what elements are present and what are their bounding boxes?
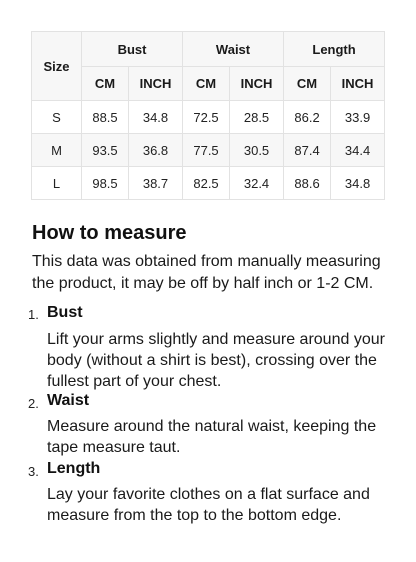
table-cell: 88.5 [82, 101, 129, 134]
step-title-bust: Bust [47, 304, 83, 321]
measure-intro-text: This data was obtained from manually measuring the product, it may be off by half inch or 1-2 CM. [32, 253, 381, 292]
table-cell: 88.6 [284, 167, 331, 200]
table-row [32, 101, 385, 134]
table-cell: 98.5 [82, 167, 129, 200]
table-cell: 86.2 [284, 101, 331, 134]
unit-header: CM [284, 67, 331, 101]
table-cell: 93.5 [82, 134, 129, 167]
step-description-bust: Lift your arms slightly and measure around your body (without a shirt is best), crossing over the fullest part of your chest. [47, 331, 385, 390]
table-cell: 82.5 [183, 167, 230, 200]
table-cell: 34.4 [331, 134, 385, 167]
size-chart-table [31, 31, 385, 200]
waist-group-header: Waist [183, 32, 284, 67]
table-cell: 28.5 [230, 101, 284, 134]
table-cell: 30.5 [230, 134, 284, 167]
unit-header: CM [82, 67, 129, 101]
table-cell: 36.8 [129, 134, 183, 167]
table-row [32, 167, 385, 200]
step-number: 1. [28, 307, 39, 322]
step-number: 3. [28, 464, 39, 479]
size-column-header: Size [32, 32, 82, 101]
how-to-measure-heading: How to measure [32, 222, 187, 244]
table-header-row [32, 32, 385, 67]
step-description-length: Lay your favorite clothes on a flat surface and measure from the top to the bottom edge. [47, 486, 370, 524]
table-cell: 38.7 [129, 167, 183, 200]
table-cell: 34.8 [129, 101, 183, 134]
step-number: 2. [28, 396, 39, 411]
unit-header: INCH [230, 67, 284, 101]
table-cell: 32.4 [230, 167, 284, 200]
unit-header: CM [183, 67, 230, 101]
table-cell: 77.5 [183, 134, 230, 167]
table-row [32, 134, 385, 167]
step-description-waist: Measure around the natural waist, keeping the tape measure taut. [47, 418, 377, 456]
table-cell: 34.8 [331, 167, 385, 200]
table-cell: 72.5 [183, 101, 230, 134]
table-unit-row [32, 67, 385, 101]
unit-header: INCH [331, 67, 385, 101]
size-cell: M [32, 134, 82, 167]
step-title-length: Length [47, 460, 101, 477]
table-cell: 33.9 [331, 101, 385, 134]
step-title-waist: Waist [47, 392, 90, 409]
size-cell: L [32, 167, 82, 200]
size-cell: S [32, 101, 82, 134]
unit-header: INCH [129, 67, 183, 101]
bust-group-header: Bust [82, 32, 183, 67]
table-cell: 87.4 [284, 134, 331, 167]
length-group-header: Length [284, 32, 385, 67]
